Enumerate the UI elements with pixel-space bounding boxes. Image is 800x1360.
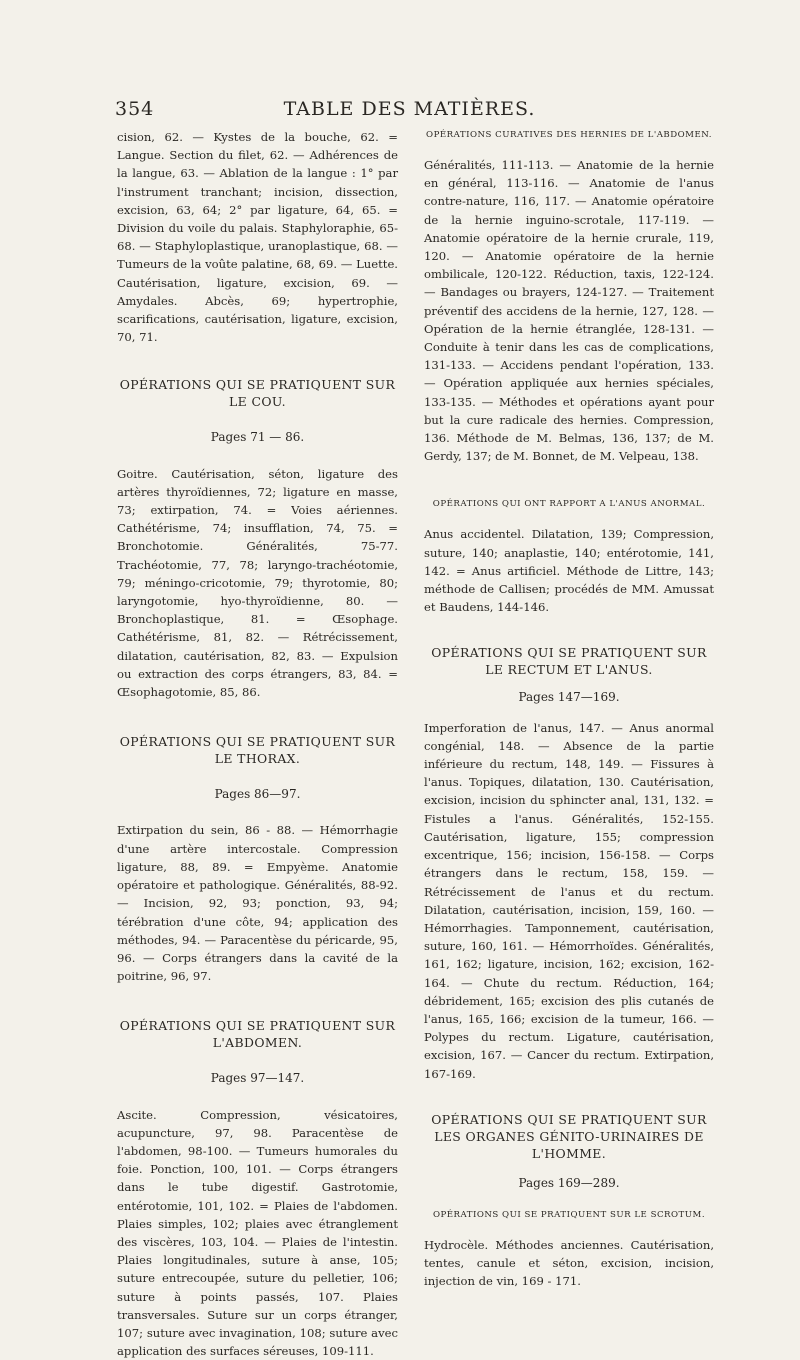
subsection-title-hernias: OPÉRATIONS CURATIVES DES HERNIES DE L'ABDOMEN. xyxy=(426,130,712,140)
section-pages-rectum: Pages 147—169. xyxy=(518,690,620,705)
section-title-genito-urinary: OPÉRATIONS QUI SE PRATIQUENT SUR LES ORGANES GÉNITO-URINAIRES DE L'HOMME. xyxy=(431,1111,707,1161)
right-column xyxy=(424,126,714,1291)
section-title-rectum: OPÉRATIONS QUI SE PRATIQUENT SUR LE RECTUM ET L'ANUS. xyxy=(431,645,707,678)
paragraph-mouth-tongue: cision, 62. — Kystes de la bouche, 62. = Langue. Section du filet, 62. — Adhérences de la langue, 63. — Ablation de la langue : 1° par l'instrument tranchant; incision, dissection, excision, 63, 64; 2° par ligature, 64, 65. = Division du voile du palais. Staphyloraphie, 65-68. — Staphyloplastique, uranoplastique, 68. — Tumeurs de la voûte palatine, 68, 69. — Luette. Cautérisation, ligature, excision, 69. — Amydales. Abcès, 69; hypertrophie, scarifications, cautérisation, ligature, excision, 70, 71. xyxy=(117,130,398,345)
section-title-neck: OPÉRATIONS QUI SE PRATIQUENT SUR LE COU. xyxy=(119,377,396,410)
section-title-abdomen: OPÉRATIONS QUI SE PRATIQUENT SUR L'ABDOMEN. xyxy=(119,1018,396,1051)
paragraph-abdomen: Ascite. Compression, vésicatoires, acupuncture, 97, 98. Paracentèse de l'abdomen, 98-100. — Tumeurs humorales du foie. Ponction, 100, 101. — Corps étrangers dans le tube digestif. Gastrotomie, entérotomie, 101, 102. = Plaies de l'abdomen. Plaies simples, 102; plaies avec étranglement des viscères, 103, 104. — Plaies de l'intestin. Plaies longitudinales, suture à anse, 105; suture entrecoupée, suture du pelletier, 106; suture à points passés, 107. Plaies transversales. Suture sur un corps étranger, 107; suture avec invagination, 108; suture avec application des surfaces séreuses, 109-111. xyxy=(117,1107,398,1359)
section-title-thorax: OPÉRATIONS QUI SE PRATIQUENT SUR LE THORAX. xyxy=(119,734,396,767)
paragraph-thorax: Extirpation du sein, 86 - 88. — Hémorrhagie d'une artère intercostale. Compression ligature, 88, 89. = Empyème. Anatomie opératoire et pathologique. Généralités, 88-92. — Incision, 92, 93; ponction, 93, 94; térébration d'une côte, 94; application des méthodes, 94. — Paracentèse du péricarde, 95, 96. — Corps étrangers dans la cavité de la poitrine, 96, 97. xyxy=(117,823,398,984)
section-pages-genito-urinary: Pages 169—289. xyxy=(518,1175,620,1190)
section-pages-thorax: Pages 86—97. xyxy=(214,787,301,802)
paragraph-hernias: Généralités, 111-113. — Anatomie de la hernie en général, 113-116. — Anatomie de l'anus contre-nature, 116, 117. — Anatomie opératoire de la hernie inguino-scrotale, 117-119. — Anatomie opératoire de la hernie crurale, 119, 120. — Anatomie opératoire de la hernie ombilicale, 120-122. Réduction, taxis, 122-124. — Bandages ou brayers, 124-127. — Traitement préventif des accidens de la hernie, 127, 128. — Opération de la hernie étranglée, 128-131. — Conduite à tenir dans les cas de complications, 131-133. — Accidens pendant l'opération, 133. — Opération appliquée aux hernies spéciales, 133-135. — Méthodes et opérations ayant pour but la cure radicale des hernies. Compression, 136. Méthode de M. Belmas, 136, 137; de M. Gerdy, 137; de M. Bonnet, de M. Velpeau, 138. xyxy=(424,158,714,464)
paragraph-abnormal-anus: Anus accidentel. Dilatation, 139; Compression, suture, 140; anaplastie, 140; entérotomie, 141, 142. = Anus artificiel. Méthode de Littre, 143; méthode de Callisen; procédés de MM. Amussat et Baudens, 144-146. xyxy=(424,527,714,615)
left-column xyxy=(117,126,398,1360)
subsection-title-scrotum: OPÉRATIONS QUI SE PRATIQUENT SUR LE SCROTUM. xyxy=(432,1209,706,1220)
running-title: TABLE DES MATIÈRES. xyxy=(283,98,536,120)
section-pages-abdomen: Pages 97—147. xyxy=(210,1071,305,1086)
paragraph-scrotum: Hydrocèle. Méthodes anciennes. Cautérisation, tentes, canule et séton, excision, incision, injection de vin, 169 - 171. xyxy=(424,1237,714,1289)
paragraph-rectum: Imperforation de l'anus, 147. — Anus anormal congénial, 148. — Absence de la partie inférieure du rectum, 148, 149. — Fissures à l'anus. Topiques, dilatation, 130. Cautérisation, excision, incision du sphincter anal, 131, 132. = Fistules a l'anus. Généralités, 152-155. Cautérisation, ligature, 155; compression excentrique, 156; incision, 156-158. — Corps étrangers dans le rectum, 158, 159. — Rétrécissement de l'anus et du rectum. Dilatation, cautérisation, incision, 159, 160. — Hémorrhagies. Tamponnement, cautérisation, suture, 160, 161. — Hémorrhoïdes. Généralités, 161, 162; ligature, incision, 162; excision, 162-164. — Chute du rectum. Réduction, 164; débridement, 165; excision des plis cutanés de l'anus, 165, 166; excision de la tumeur, 166. — Polypes du rectum. Ligature, cautérisation, excision, 167. — Cancer du rectum. Extirpation, 167-169. xyxy=(424,720,714,1081)
page-header xyxy=(115,96,704,126)
paragraph-neck: Goitre. Cautérisation, séton, ligature des artères thyroïdiennes, 72; ligature en masse, 73; extirpation, 74. = Voies aériennes. Cathétérisme, 74; insufflation, 74, 75. = Bronchotomie. Généralités, 75-77. Trachéotomie, 77, 78; laryngo-trachéotomie, 79; méningo-cricotomie, 79; thyrotomie, 80; laryngotomie, hyo-thyroïdienne, 80. — Bronchoplastique, 81. = Œsophage. Cathétérisme, 81, 82. — Rétrécissement, dilatation, cautérisation, 82, 83. — Expulsion ou extraction des corps étrangers, 83, 84. = Œsophagotomie, 85, 86. xyxy=(117,466,398,700)
page-number: 354 xyxy=(115,98,155,120)
section-pages-neck: Pages 71 — 86. xyxy=(210,430,305,445)
subsection-title-abnormal-anus: OPÉRATIONS QUI ONT RAPPORT A L'ANUS ANORMAL. xyxy=(432,499,706,510)
